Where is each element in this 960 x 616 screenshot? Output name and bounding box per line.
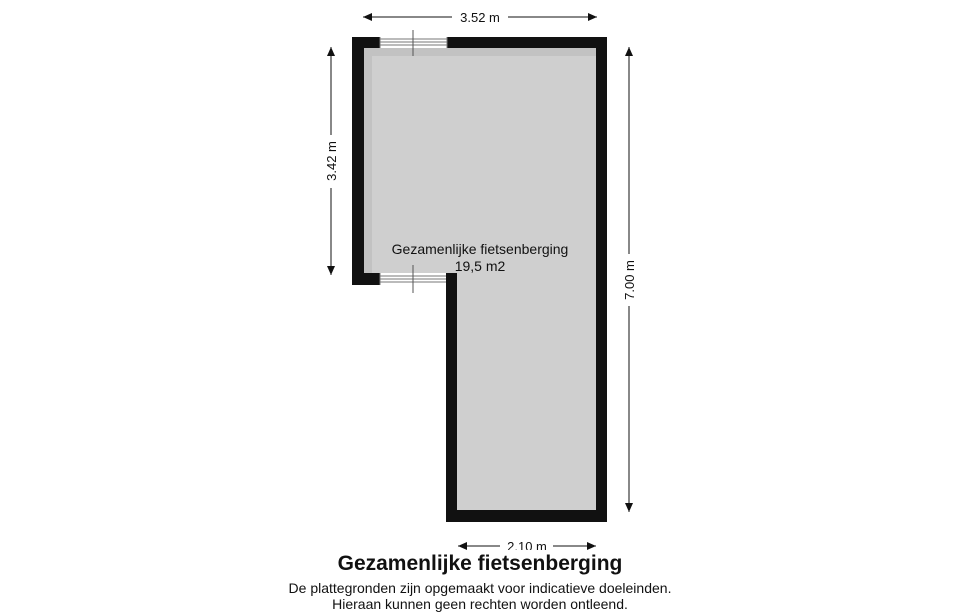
dimension-left-label: 3.42 m [324,141,339,181]
room-area: 19,5 m2 [454,258,506,274]
dimension-left [324,47,339,275]
dimension-top [363,10,597,25]
dimension-bottom [458,539,596,550]
disclaimer-line-1: De plattegronden zijn opgemaakt voor indicatieve doeleinden. [288,580,672,596]
plan-title: Gezamenlijke fietsenberging [337,552,623,575]
room-name: Gezamenlijke fietsenberging [391,241,569,257]
dimension-bottom-label: 2.10 m [507,539,547,550]
dimension-right-label: 7.00 m [622,260,637,300]
dimension-top-label: 3.52 m [460,10,500,25]
dimension-right [622,47,637,512]
disclaimer-line-2: Hieraan kunnen geen rechten worden ontleend. [332,596,628,612]
